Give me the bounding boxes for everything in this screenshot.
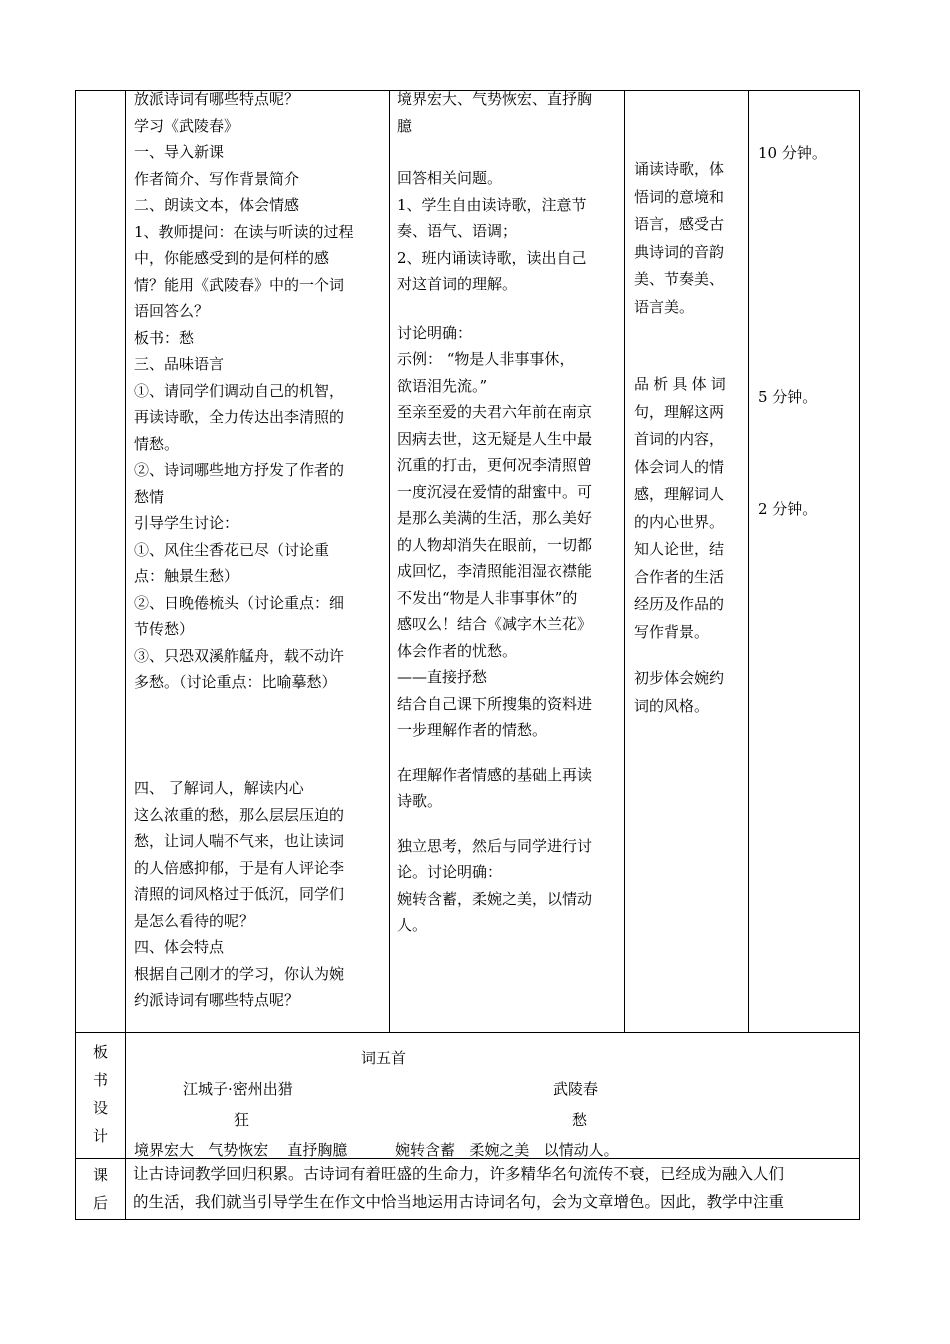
intent-line: 初步体会婉约: [634, 669, 725, 687]
student-line: 对这首词的理解。: [397, 275, 518, 293]
board-design-label: [76, 1038, 125, 1150]
student-line: 婉转含蓄，柔婉之美，以情动: [397, 889, 593, 908]
teacher-line: 中，你能感受到的是何样的感: [134, 249, 330, 267]
student-line: 臆: [397, 116, 413, 135]
spacer: [397, 744, 619, 762]
design-intent-cell-3: [634, 665, 744, 720]
student-line: 因病去世，这无疑是人生中最: [397, 429, 593, 448]
teacher-line: 四、 了解词人，解读内心: [134, 779, 304, 797]
student-line: 沉重的打击，更何况李清照曾: [397, 456, 593, 474]
intent-line: 品析具体词: [634, 375, 731, 393]
student-line: 一度沉浸在爱情的甜蜜中。可: [397, 482, 593, 501]
student-line: 境界宏大、气势恢宏、直抒胸: [397, 90, 593, 108]
intent-line: 感，理解词人: [634, 485, 725, 503]
teacher-line: 愁情: [134, 487, 165, 506]
spacer: [397, 815, 619, 833]
teacher-line: 根据自己刚才的学习，你认为婉: [134, 964, 345, 983]
board-left-poem: 江城子·密州出猎: [183, 1080, 293, 1098]
teacher-line: 作者简介、写作背景简介: [134, 169, 300, 188]
time-label-1: 10 分钟。: [758, 144, 827, 162]
time-label-2: 5 分钟。: [758, 388, 818, 406]
intent-line: 语言美。: [634, 297, 695, 316]
after-label-char: 课: [92, 1166, 108, 1184]
student-line: 奏、语气、语调；: [397, 222, 518, 240]
teacher-line: 学习《武陵春》: [134, 116, 240, 135]
after-class-text: [133, 1160, 855, 1216]
spacer: [397, 298, 619, 320]
intent-line: 典诗词的音韵: [634, 242, 725, 261]
student-line: 成回忆，李清照能泪湿衣襟能: [397, 562, 593, 580]
teacher-line: ①、请同学们调动自己的机智，: [134, 381, 345, 400]
teacher-line: 再读诗歌，全力传达出李清照的: [134, 408, 345, 426]
board-left-key: 狂: [234, 1111, 250, 1129]
board-summary: 境界宏大 气势恢宏 直抒胸臆 婉转含蓄 柔婉之美 以情动人。: [134, 1141, 619, 1159]
teacher-activity-cell-2: [134, 775, 384, 1014]
intent-line: 诵读诗歌，体: [634, 160, 725, 178]
intent-line: 合作者的生活: [634, 567, 725, 586]
student-line: ——直接抒愁: [397, 668, 488, 686]
teacher-line: 愁，让词人喘不气来，也让读词: [134, 832, 345, 850]
column-divider-4: [748, 90, 749, 1032]
student-line: 欲语泪先流。”: [397, 376, 488, 395]
teacher-line: 是怎么看待的呢？: [134, 911, 255, 930]
student-line: 感叹么！结合《减字木兰花》: [397, 615, 593, 633]
row-divider-board: [75, 1032, 860, 1033]
design-intent-cell: [634, 156, 744, 321]
student-line: 独立思考，然后与同学进行讨: [397, 836, 593, 855]
board-label-char: 板: [92, 1043, 108, 1061]
teacher-line: 一、导入新课: [134, 143, 225, 161]
board-label-char: 书: [92, 1071, 108, 1089]
intent-line: 句，理解这两: [634, 402, 725, 421]
after-label-char: 后: [92, 1194, 108, 1212]
table-border-right: [859, 90, 860, 1220]
after-line: 的生活，我们就当引导学生在作文中恰当地运用古诗词名句，会为文章增色。因此，教学中注重: [133, 1193, 785, 1211]
teacher-line: 二、朗读文本，体会情感: [134, 196, 300, 214]
student-line: 2、班内诵读诗歌，读出自己: [397, 248, 587, 267]
student-line: 在理解作者情感的基础上再读: [397, 765, 593, 784]
teacher-line: 放派诗词有哪些特点呢？: [134, 90, 300, 108]
teacher-activity-cell: [134, 86, 384, 696]
teacher-line: 这么浓重的愁，那么层层压迫的: [134, 805, 345, 824]
student-activity-cell: [397, 86, 619, 939]
table-border-bottom: [75, 1219, 860, 1220]
after-line: 让古诗词教学回归积累。古诗词有着旺盛的生命力，许多精华名句流传不衰，已经成为融入人们: [133, 1165, 785, 1183]
board-right-key: 愁: [572, 1111, 588, 1129]
teacher-line: 语回答么？: [134, 302, 210, 320]
teacher-line: 板书：愁: [134, 328, 195, 347]
teacher-line: 的人倍感抑郁，于是有人评论李: [134, 858, 345, 877]
teacher-line: 情？能用《武陵春》中的一个词: [134, 275, 345, 294]
teacher-line: 四、体会特点: [134, 938, 225, 956]
intent-line: 首词的内容，: [634, 430, 725, 448]
student-line: 是那么美满的生活，那么美好: [397, 509, 593, 527]
teacher-line: 引导学生讨论：: [134, 514, 240, 532]
teacher-line: ②、日晚倦梳头（讨论重点：细: [134, 593, 345, 612]
board-label-char: 计: [92, 1127, 108, 1145]
teacher-line: ③、只恐双溪舴艋舟，载不动许: [134, 646, 345, 665]
student-line: 不发出“物是人非事事休”的: [397, 588, 578, 607]
teacher-line: 情愁。: [134, 434, 180, 453]
intent-line: 语言，感受古: [634, 215, 725, 233]
student-line: 讨论明确：: [397, 323, 473, 342]
student-line: 诗歌。: [397, 792, 443, 810]
student-line: 结合自己课下所搜集的资料进: [397, 694, 593, 713]
teacher-line: 点：触景生愁）: [134, 567, 240, 585]
intent-line: 词的风格。: [634, 696, 710, 715]
teacher-line: 三、品味语言: [134, 355, 225, 373]
column-divider-2: [389, 90, 390, 1032]
teacher-line: ②、诗词哪些地方抒发了作者的: [134, 461, 345, 479]
intent-line: 体会词人的情: [634, 457, 725, 476]
board-label-char: 设: [92, 1099, 108, 1117]
time-label-3: 2 分钟。: [758, 500, 818, 518]
student-line: 至亲至爱的夫君六年前在南京: [397, 403, 593, 421]
board-title: 词五首: [361, 1049, 407, 1067]
intent-line: 知人论世，结: [634, 540, 725, 558]
intent-line: 的内心世界。: [634, 512, 725, 531]
after-class-label: [76, 1161, 125, 1217]
student-line: 人。: [397, 916, 428, 934]
intent-line: 美、节奏美、: [634, 270, 725, 288]
teacher-line: 节传愁）: [134, 620, 195, 638]
teacher-line: 多愁。（讨论重点：比喻摹愁）: [134, 673, 337, 691]
teacher-line: ①、风住尘香花已尽（讨论重: [134, 540, 330, 559]
student-line: 的人物却消失在眼前，一切都: [397, 535, 593, 554]
column-divider-3: [624, 90, 625, 1032]
student-line: 论。讨论明确：: [397, 863, 503, 881]
intent-line: 悟词的意境和: [634, 187, 725, 206]
student-line: 一步理解作者的情愁。: [397, 721, 548, 739]
student-line: 1、学生自由读诗歌，注意节: [397, 195, 587, 214]
design-intent-cell-2: [634, 371, 744, 646]
board-right-poem: 武陵春: [553, 1080, 599, 1098]
column-divider-1: [125, 90, 126, 1220]
student-line: 体会作者的忧愁。: [397, 641, 518, 660]
intent-line: 经历及作品的: [634, 595, 725, 613]
teacher-line: 清照的词风格过于低沉，同学们: [134, 885, 345, 903]
teacher-line: 约派诗词有哪些特点呢？: [134, 991, 300, 1009]
intent-line: 写作背景。: [634, 622, 710, 641]
teacher-line: 1、教师提问：在读与听读的过程: [134, 222, 354, 241]
student-line: 回答相关问题。: [397, 169, 503, 187]
spacer: [397, 139, 619, 165]
student-line: 示例： “物是人非事事休，: [397, 350, 575, 368]
